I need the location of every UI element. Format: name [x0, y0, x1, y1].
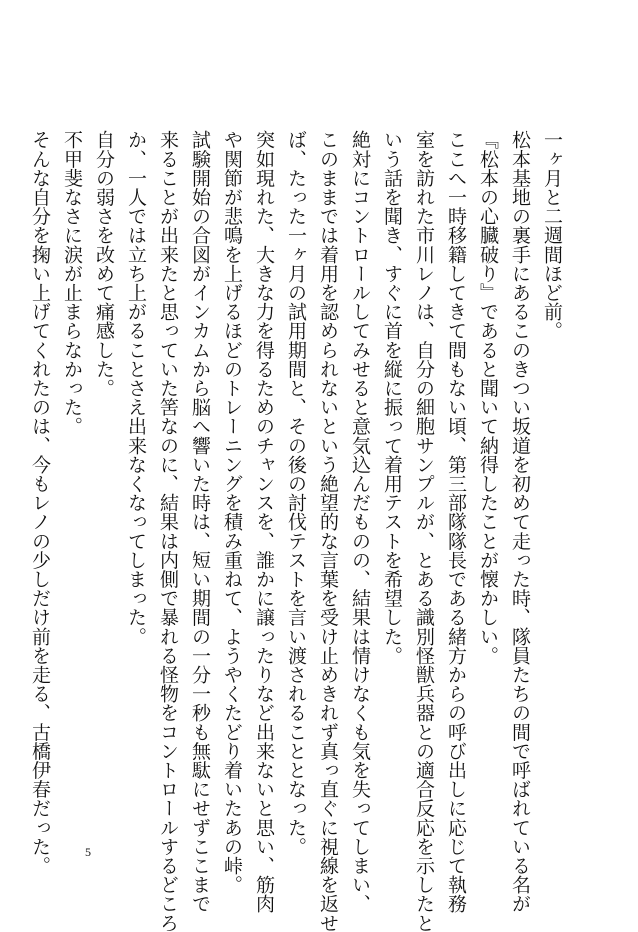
- text-line: いう話を聞き、すぐに首を縦に振って着用テストを希望した。: [381, 130, 403, 665]
- text-line: 一ヶ月と二週間ほど前。: [541, 130, 563, 341]
- text-line: 松本基地の裏手にあるこのきつい坂道を初めて走った時、隊員たちの間で呼ばれている名が: [509, 130, 531, 914]
- text-line: 絶対にコントロールしてみせると意気込んだものの、結果は情けなくも気を失ってしまい、: [349, 130, 371, 914]
- text-line: 不甲斐なさに涙が止まらなかった。: [61, 130, 83, 436]
- text-line: そんな自分を掬い上げてくれたのは、今もレノの少しだけ前を走る、古橋伊春だった。: [29, 130, 51, 875]
- text-line: 室を訪れた市川レノは、自分の細胞サンプルが、とある識別怪獣兵器との適合反応を示したと: [413, 130, 435, 932]
- vertical-text-block: [24, 130, 568, 932]
- text-line: 突如現れた、大きな力を得るためのチャンスを、誰かに譲ったりなど出来ないと思い、筋肉: [253, 130, 275, 914]
- text-line: ここへ一時移籍してきて間もない頃、第三部隊隊長である緒方からの呼び出しに応じて執務: [445, 130, 467, 914]
- text-line: 自分の弱さを改めて痛感した。: [93, 130, 115, 398]
- text-line: 試験開始の合図がインカムから脳へ響いた時は、短い期間の一分一秒も無駄にせずここまで: [189, 130, 211, 914]
- page-number: 5: [85, 845, 91, 859]
- text-line: 来ることが出来たと思っていた筈なのに、結果は内側で暴れる怪物をコントロールするどころ: [157, 130, 179, 932]
- text-line: や関節が悲鳴を上げるほどのトレーニングを積み重ねて、ようやくたどり着いたあの峠。: [221, 130, 243, 894]
- text-line: ば、たった一ヶ月の試用期間と、その後の討伐テストを言い渡されることとなった。: [285, 130, 307, 856]
- text-line: か、一人では立ち上がることさえ出来なくなってしまった。: [125, 130, 147, 646]
- text-line: 『松本の心臓破り』であると聞いて納得したことが懐かしい。: [477, 130, 499, 665]
- text-line: このままでは着用を認められないという絶望的な言葉を受け止めきれず真っ直ぐに視線を返せ: [317, 130, 339, 932]
